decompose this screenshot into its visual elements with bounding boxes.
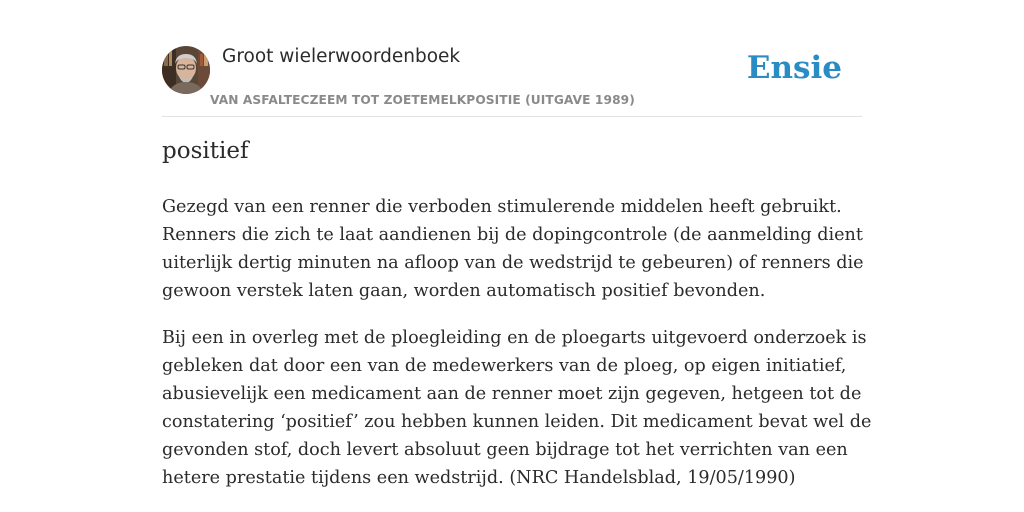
entry-paragraph [162,193,862,305]
paragraph-line: hetere prestatie tijdens een wedstrijd. (NRC Handelsblad, 19/05/1990) [162,468,796,488]
paragraph-line: gevonden stof, doch levert absoluut geen bijdrage tot het verrichten van een [162,440,848,460]
entry-paragraph [162,324,872,492]
paragraph-line: abusievelijk een medicament aan de renner moet zijn gegeven, hetgeen tot de [162,384,862,404]
book-header [162,46,862,117]
paragraph-line: Renners die zich te laat aandienen bij de dopingcontrole (de aanmelding dient [162,225,863,245]
entry-body [162,193,872,511]
author-avatar[interactable] [162,46,210,94]
paragraph-line: Gezegd van een renner die verboden stimulerende middelen heeft gebruikt. [162,197,842,217]
paragraph-line: uiterlijk dertig minuten na afloop van de wedstrijd te gebeuren) of renners die [162,253,864,273]
paragraph-line: gebleken dat door een van de medewerkers van de ploeg, op eigen initiatief, [162,356,847,376]
entry-title: positief [162,138,249,164]
paragraph-line: gewoon verstek laten gaan, worden automatisch positief bevonden. [162,281,766,301]
book-subtitle: VAN ASFALTECZEEM TOT ZOETEMELKPOSITIE (UITGAVE 1989) [210,93,635,107]
paragraph-line: constatering ‘positief’ zou hebben kunnen leiden. Dit medicament bevat wel de [162,412,872,432]
book-title[interactable]: Groot wielerwoordenboek [222,46,461,67]
paragraph-line: Bij een in overleg met de ploegleiding en de ploegarts uitgevoerd onderzoek is [162,328,867,348]
author-portrait-icon [162,46,210,94]
ensie-logo[interactable]: Ensie [746,50,842,86]
